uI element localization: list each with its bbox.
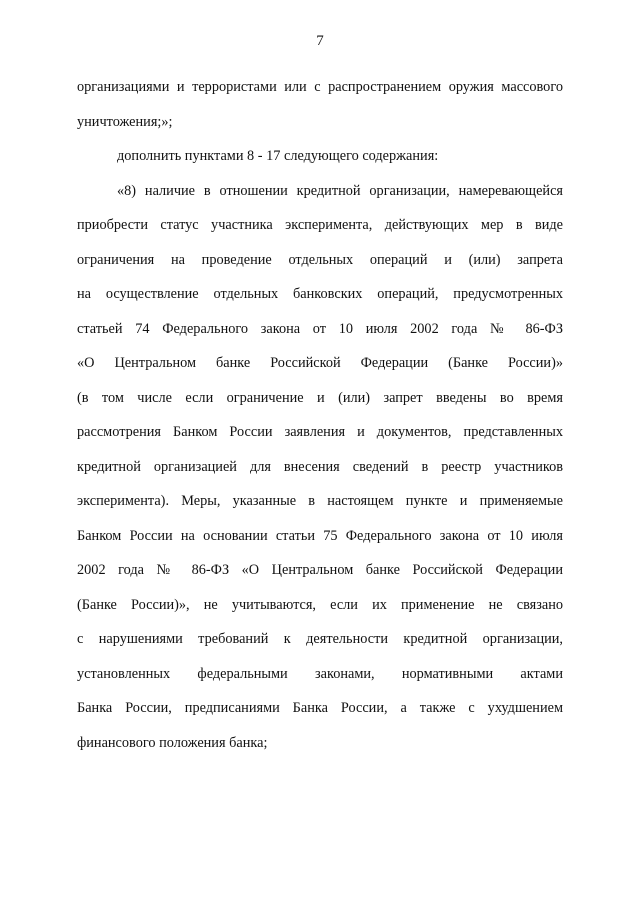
text-line: на осуществление отдельных банковских операций, предусмотренных <box>77 286 563 302</box>
text-line: организациями и террористами или с распространением оружия массового <box>77 79 563 95</box>
text-line: «О Центральном банке Российской Федерации (Банке России)» <box>77 355 563 371</box>
text-line: с нарушениями требований к деятельности кредитной организации, <box>77 631 563 647</box>
text-line: кредитной организацией для внесения сведений в реестр участников <box>77 458 563 475</box>
text-line: Банка России, предписаниями Банка России, а также с ухудшением <box>77 700 563 716</box>
text-line: «8) наличие в отношении кредитной организации, намеревающейся <box>117 182 563 199</box>
text-line: рассмотрения Банком России заявления и документов, представленных <box>77 424 563 440</box>
text-line: дополнить пунктами 8 - 17 следующего содержания: <box>117 148 439 164</box>
text-line: финансового положения банка; <box>77 734 268 751</box>
document-body <box>77 70 563 760</box>
text-line: приобрести статус участника эксперимента, действующих мер в виде <box>77 217 563 233</box>
text-line: 2002 года № 86-ФЗ «О Центральном банке Российской Федерации <box>77 562 563 578</box>
text-line: (в том числе если ограничение и (или) запрет введены во время <box>77 389 563 406</box>
text-line: Банком России на основании статьи 75 Федерального закона от 10 июля <box>77 527 563 544</box>
text-line: эксперимента). Меры, указанные в настоящем пункте и применяемые <box>77 493 563 509</box>
text-line: статьей 74 Федерального закона от 10 июля 2002 года № 86-ФЗ <box>77 320 563 337</box>
page-number: 7 <box>316 33 324 49</box>
text-line: (Банке России)», не учитываются, если их применение не связано <box>77 596 563 613</box>
text-line: ограничения на проведение отдельных операций и (или) запрета <box>77 251 563 268</box>
text-line: уничтожения;»; <box>77 113 173 130</box>
text-line: установленных федеральными законами, нормативными актами <box>77 665 563 682</box>
